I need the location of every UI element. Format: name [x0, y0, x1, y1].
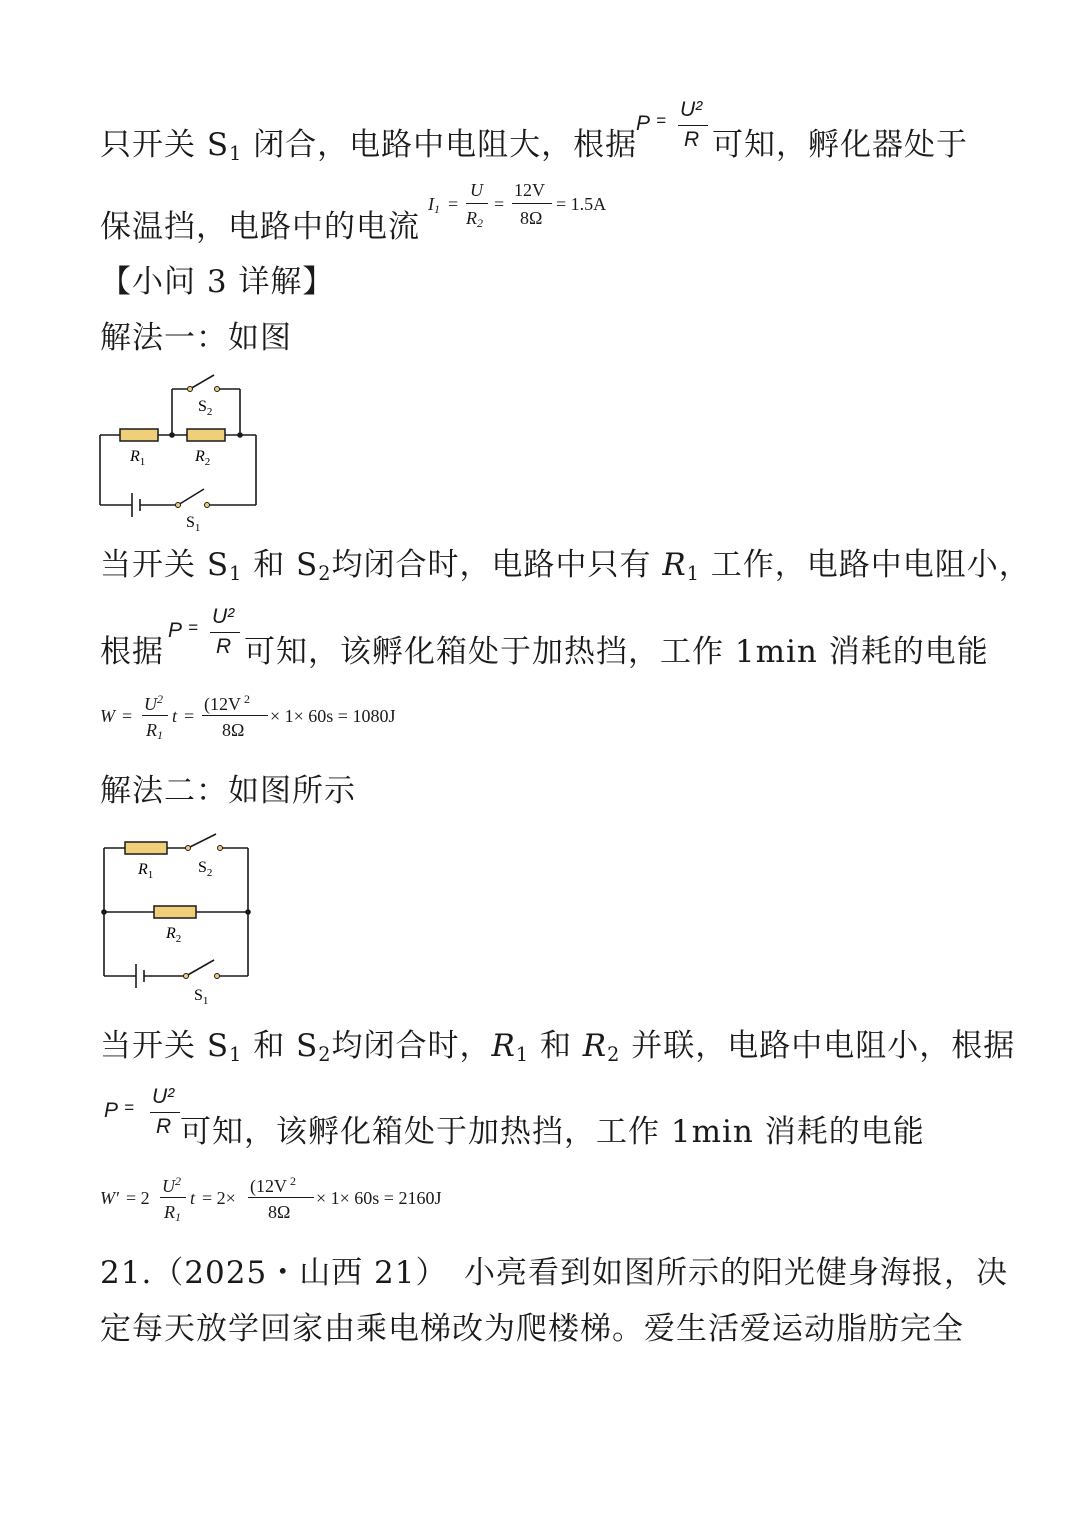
w2-den: 8Ω [268, 1202, 291, 1222]
text: 21.（2025・山西 21） 小亮看到如图所示的阳光健身海报，决 [100, 1255, 1008, 1291]
w2-num: (12V [250, 1176, 287, 1196]
symbol-eq: = [494, 194, 505, 214]
formula-power-1 [636, 98, 716, 158]
text: 均闭合时，电路中只有 [331, 547, 652, 583]
question-21 [100, 1253, 1008, 1293]
w2-tail: × 1× 60s = 2160J [316, 1188, 442, 1208]
symbol-r: R [684, 128, 700, 151]
text: 根据 [100, 634, 164, 670]
symbol-p: P [636, 112, 651, 135]
symbol-r: R [164, 1202, 175, 1222]
circuit-diagram-2 [92, 828, 262, 1008]
label-s2: $S_2$ [198, 859, 213, 879]
text: 工作，电路中电阻小， [710, 547, 1031, 583]
text: 可知，该孵化箱处于加热挡，工作 1min 消耗的电能 [180, 1114, 925, 1150]
text: 和 [253, 1028, 286, 1064]
text: 【小问 3 详解】 [100, 264, 335, 300]
symbol-r1: R [491, 1028, 516, 1064]
sub: 1 [686, 561, 700, 585]
symbol-eq: = [122, 706, 133, 726]
text: 解法一：如图 [100, 320, 292, 356]
symbol-s1: S [206, 547, 230, 583]
current-num2: 12V [514, 180, 545, 200]
label-s1: $S_1$ [186, 514, 201, 534]
symbol-eq: = [656, 111, 666, 130]
current-num: U [470, 180, 483, 200]
symbol-r1: R [662, 547, 687, 583]
symbol-w: W [100, 706, 115, 726]
symbol-u2: U² [680, 98, 703, 121]
w1-tail: × 1× 60s = 1080J [270, 706, 396, 726]
symbol-s1: S [206, 1028, 230, 1064]
sub: 1 [229, 1042, 243, 1066]
formula-power-3 [104, 1085, 184, 1145]
text: 只开关 [100, 127, 196, 163]
method-2-title [100, 771, 356, 811]
paragraph-2-tail [244, 632, 989, 672]
label-r2: $R_2$ [195, 448, 211, 468]
symbol-r: R [156, 1115, 172, 1138]
label-s2: $S_2$ [198, 398, 213, 418]
current-den: R [466, 208, 477, 228]
paragraph-1 [100, 545, 1031, 594]
w1-den: 8Ω [222, 720, 245, 740]
line-1 [100, 125, 637, 174]
symbol-t: t [190, 1188, 196, 1208]
sub: 2 [318, 1042, 332, 1066]
method-1-title [100, 318, 292, 358]
text: 和 [539, 1028, 572, 1064]
paragraph-4-tail [180, 1112, 925, 1152]
text: 并联，电路中电阻小，根据 [631, 1028, 1016, 1064]
sub: 1 [157, 728, 163, 742]
text: 保温挡，电路中的电流 [100, 209, 420, 245]
sub: 1 [434, 202, 440, 216]
label-r1: $R_1$ [130, 448, 146, 468]
circuit-diagram-1 [90, 365, 280, 535]
text: 解法二：如图所示 [100, 773, 356, 809]
formula-power-2 [168, 605, 248, 665]
question-21-cont [100, 1309, 964, 1349]
symbol-s2: S [296, 547, 319, 583]
symbol-u: U [162, 1176, 175, 1196]
symbol-eq: = [124, 1098, 134, 1117]
formula-current [428, 180, 628, 240]
symbol-r: R [146, 720, 157, 740]
line-1-tail [712, 125, 968, 165]
w1-num: (12V [204, 694, 241, 714]
text: 和 [253, 547, 286, 583]
w2-mid: = 2× [202, 1188, 236, 1208]
sub: 1 [229, 561, 243, 585]
text: 均闭合时， [331, 1028, 492, 1064]
paragraph-3 [100, 1026, 1015, 1075]
label-r1: $R_1$ [138, 861, 154, 881]
symbol-p: P [168, 619, 183, 642]
line-2 [100, 207, 420, 247]
label-s1: $S_1$ [194, 987, 209, 1007]
sub: 1 [175, 1210, 181, 1224]
symbol-u: U [144, 694, 157, 714]
symbol-s2: S [296, 1028, 319, 1064]
symbol-w-prime: W′ [100, 1188, 119, 1208]
sub: 1 [515, 1042, 530, 1066]
sub: 1 [229, 141, 243, 165]
paragraph-2-start [100, 632, 164, 672]
symbol-t: t [172, 706, 178, 726]
sub: 2 [477, 216, 483, 230]
symbol-s1: S [206, 127, 230, 163]
symbol-eq: = [448, 194, 459, 214]
symbol-i: I [428, 194, 434, 214]
symbol-eq: = [188, 618, 198, 637]
text: 当开关 [100, 547, 196, 583]
text: 定每天放学回家由乘电梯改为爬楼梯。爱生活爱运动脂肪完全 [100, 1311, 964, 1347]
symbol-u2: U² [152, 1085, 175, 1108]
text: 可知，孵化器处于 [712, 127, 968, 163]
formula-energy-1: W = $U^2$ $R_1$ t = (12V $^2$ 8Ω × 1× 60s = 1080J [100, 692, 396, 742]
symbol-r2: R [582, 1028, 608, 1064]
symbol-u2: U² [212, 605, 235, 628]
text: 当开关 [100, 1028, 196, 1064]
formula-energy-2: W′ = 2 $U^2$ $R_1$ t = 2× (12V $^2$ 8Ω × 1× 60s = 2160J [100, 1174, 442, 1224]
label-r2: $R_2$ [166, 925, 182, 945]
w2-coef: = 2 [126, 1188, 150, 1208]
text: 可知，该孵化箱处于加热挡，工作 1min 消耗的电能 [244, 634, 989, 670]
sub: 2 [607, 1042, 621, 1066]
symbol-eq: = [184, 706, 195, 726]
current-den2: 8Ω [520, 208, 543, 228]
section-heading [100, 262, 334, 302]
text: 闭合，电路中电阻大，根据 [253, 127, 638, 163]
symbol-r: R [216, 635, 232, 658]
sub: 2 [318, 561, 332, 585]
symbol-p: P [104, 1099, 119, 1122]
current-result: = 1.5A [556, 194, 607, 214]
